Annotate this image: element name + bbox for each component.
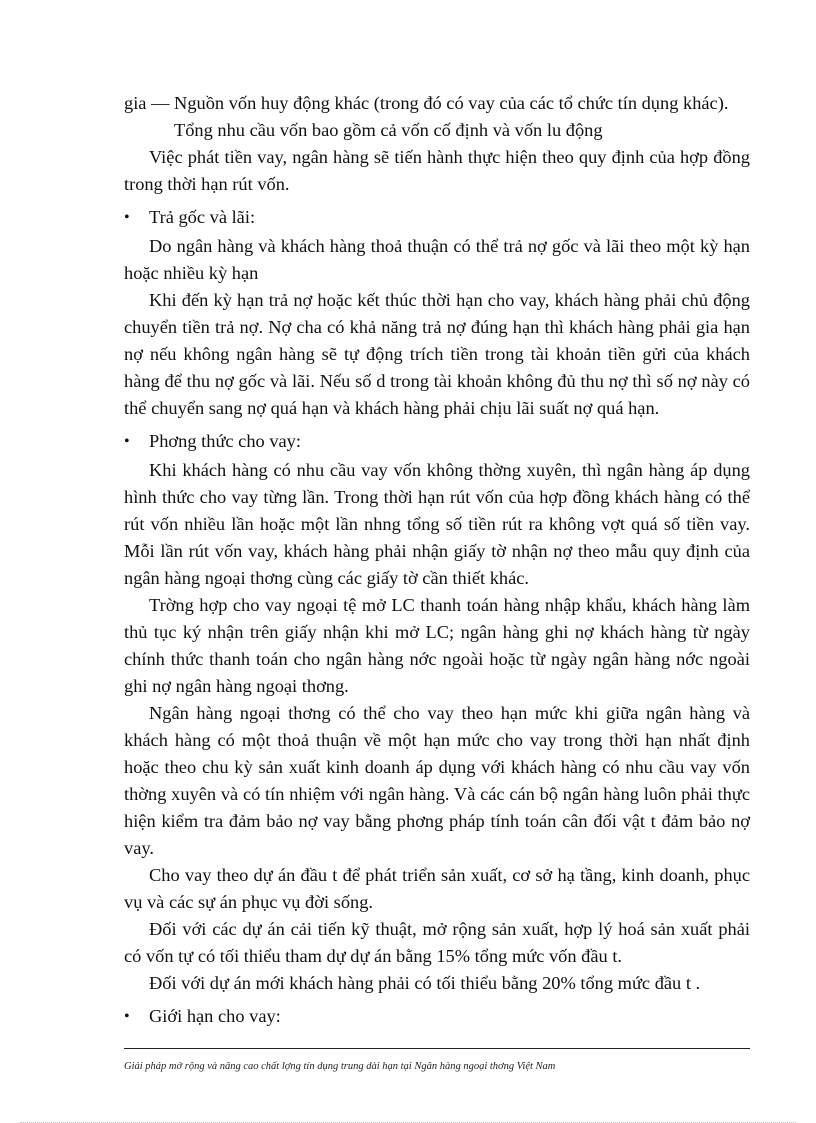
paragraph: Đối với dự án mới khách hàng phải có tối thiểu bằng 20% tổng mức đầu t . bbox=[149, 973, 701, 993]
bullet-icon: • bbox=[124, 209, 130, 226]
body-text bbox=[124, 90, 750, 1032]
bullet-item bbox=[124, 1003, 750, 1030]
paragraph: Khi đến kỳ hạn trả nợ hoặc kết thúc thời hạn cho vay, khách hàng phải chủ động chuyển tiền trả nợ. Nợ cha có khả năng trả nợ đúng hạn thì khách hàng phải gia hạn nợ nếu không ngân hàng sẽ tự động trích tiền trong tài khoản tiền gửi của khách hàng để thu nợ gốc và lãi. Nếu số d trong tài khoản không đủ thu nợ thì số nợ này có thể chuyển sang nợ quá hạn và khách hàng phải chịu lãi suất nợ quá hạn. bbox=[124, 290, 750, 418]
paragraph: Tổng nhu cầu vốn bao gồm cả vốn cố định và vốn lu động bbox=[174, 120, 603, 140]
paragraph: Việc phát tiền vay, ngân hàng sẽ tiến hành thực hiện theo quy định của hợp đồng trong thời hạn rút vốn. bbox=[124, 147, 750, 194]
bullet-heading: Phơng thức cho vay: bbox=[149, 431, 301, 451]
paragraph: Trờng hợp cho vay ngoại tệ mở LC thanh toán hàng nhập khẩu, khách hàng làm thủ tục ký nhận trên giấy nhận khi mở LC; ngân hàng ghi nợ khách hàng từ ngày chính thức thanh toán cho ngân hàng nớc ngoài hoặc từ ngày ngân hàng nớc ngoài ghi nợ ngân hàng ngoại thơng. bbox=[124, 595, 750, 696]
bullet-item bbox=[124, 204, 750, 231]
paragraph: Khi khách hàng có nhu cầu vay vốn không thờng xuyên, thì ngân hàng áp dụng hình thức cho vay từng lần. Trong thời hạn rút vốn của hợp đồng khách hàng có thể rút vốn nhiều lần hoặc một lần nhng tổng số tiền rút ra không vợt quá số tiền vay. Mỗi lần rút vốn vay, khách hàng phải nhận giấy tờ nhận nợ theo mẫu quy định của ngân hàng ngoại thơng cùng các giấy tờ cần thiết khác. bbox=[124, 460, 750, 588]
bullet-icon: • bbox=[124, 433, 130, 450]
paragraph: Do ngân hàng và khách hàng thoả thuận có thể trả nợ gốc và lãi theo một kỳ hạn hoặc nhiều kỳ hạn bbox=[124, 236, 750, 283]
footer-divider bbox=[124, 1048, 750, 1049]
bullet-icon: • bbox=[124, 1008, 130, 1025]
paragraph: Đối với các dự án cải tiến kỹ thuật, mở rộng sản xuất, hợp lý hoá sản xuất phải có vốn tự có tối thiểu tham dự dự án bằng 15% tổng mức vốn đầu t. bbox=[124, 919, 750, 966]
bullet-item bbox=[124, 428, 750, 455]
paragraph: Ngân hàng ngoại thơng có thể cho vay theo hạn mức khi giữa ngân hàng và khách hàng có một thoả thuận về một hạn mức cho vay trong thời hạn nhất định hoặc theo chu kỳ sản xuất kinh doanh áp dụng với khách hàng có nhu cầu vay vốn thờng xuyên và có tín nhiệm với ngân hàng. Và các cán bộ ngân hàng luôn phải thực hiện kiểm tra đảm bảo nợ vay bằng phơng pháp tính toán cân đối vật t đảm bảo nợ vay. bbox=[124, 703, 750, 858]
paragraph: gia — Nguồn vốn huy động khác (trong đó có vay của các tổ chức tín dụng khác). bbox=[124, 93, 729, 113]
paragraph: Cho vay theo dự án đầu t để phát triển sản xuất, cơ sở hạ tầng, kinh doanh, phục vụ và các sự án phục vụ đời sống. bbox=[124, 865, 750, 912]
page-footer: Giải pháp mở rộng và nâng cao chất lợng tín dụng trung dài hạn tại Ngân hàng ngoại thơng Việt Nam bbox=[124, 1061, 556, 1072]
bullet-heading: Giới hạn cho vay: bbox=[149, 1006, 281, 1026]
bullet-heading: Trả gốc và lãi: bbox=[149, 207, 256, 227]
